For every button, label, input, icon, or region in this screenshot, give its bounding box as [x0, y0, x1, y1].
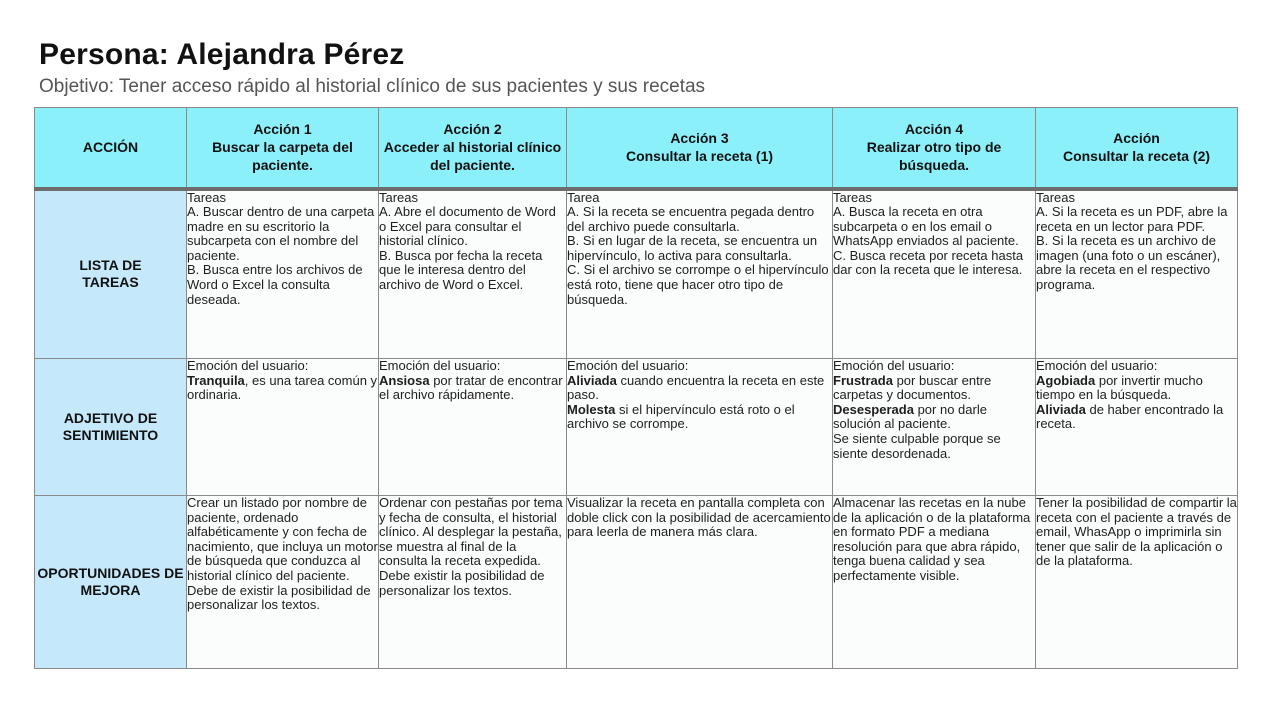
cell-heading: Tareas: [833, 189, 873, 205]
task-cell: [187, 189, 379, 359]
opportunity-cell: [567, 496, 833, 669]
opportunity-text: Almacenar las recetas en la nube de la aplicación o de la plataforma en formato PDF a mediana resolución para que abra rápido, tenga buena calidad y sea perfectamente visible.: [833, 495, 1031, 583]
task-item: B. Busca por fecha la receta que le interesa dentro del archivo de Word o Excel.: [379, 247, 543, 293]
column-header-title: Acceder al historial clínico del paciente.: [383, 139, 562, 174]
opportunity-text: Ordenar con pestañas por tema y fecha de consulta, el historial clínico. Al desplegar la pestaña, se muestra al final de la consulta la receta expedida. Debe existir la posibilidad de personalizar los textos.: [379, 495, 563, 598]
row-header-oportunidades-de-mejora: OPORTUNIDADES DE MEJORA: [35, 496, 187, 669]
cell-heading: Emoción del usuario:: [567, 358, 689, 373]
emotion-adjective: Molesta: [567, 401, 616, 417]
emotion-description: por tratar de encontrar el archivo rápidamente.: [379, 372, 563, 403]
emotion-item: [833, 374, 1035, 403]
emotion-adjective: Desesperada: [833, 401, 914, 417]
task-item: A. Si la receta es un PDF, abre la receta en un lector para PDF.: [1036, 204, 1228, 234]
journey-map-table: [34, 107, 1238, 669]
cell-heading: Tareas: [187, 189, 227, 205]
emotion-description: si el hipervínculo está roto o el archivo se corrompe.: [567, 401, 795, 432]
cell-heading: Tareas: [379, 189, 419, 205]
corner-header: ACCIÓN: [35, 108, 187, 189]
column-header-accion-3: [567, 108, 833, 189]
task-cell: [567, 189, 833, 359]
cell-heading: Emoción del usuario:: [833, 358, 955, 373]
emotion-cell: [833, 359, 1036, 496]
task-item: B. Busca entre los archivos de Word o Excel la consulta deseada.: [187, 262, 363, 307]
emotion-item: [567, 403, 832, 432]
column-header-title: Realizar otro tipo de búsqueda.: [866, 139, 1002, 174]
column-header-number: Acción 2: [443, 121, 502, 138]
task-item: B. Si en lugar de la receta, se encuentra un hipervínculo, lo activa para consultarla.: [567, 233, 818, 263]
persona-objective: Objetivo: Tener acceso rápido al historial clínico de sus pacientes y sus recetas: [39, 76, 706, 97]
emotion-description: por invertir mucho tiempo en la búsqueda.: [1036, 372, 1203, 403]
column-header-title: Consultar la receta (2): [1062, 148, 1211, 165]
cell-heading: Tareas: [1036, 189, 1076, 205]
emotion-cell: [187, 359, 379, 496]
task-item: A. Si la receta se encuentra pegada dentro del archivo puede consultarla.: [567, 204, 815, 234]
emotion-cell: [379, 359, 567, 496]
task-cell: [833, 189, 1036, 359]
cell-heading: Emoción del usuario:: [187, 358, 309, 373]
emotion-description: por no darle solución al paciente.: [833, 401, 987, 432]
emotion-adjective: Tranquila: [187, 372, 245, 388]
column-header-accion-2: [379, 108, 567, 189]
emotion-item: [187, 374, 378, 403]
column-header-accion-4: [833, 108, 1036, 189]
column-header-title: Consultar la receta (1): [625, 148, 774, 165]
column-header-number: Acción: [1113, 130, 1160, 147]
header-row: [35, 108, 1238, 189]
column-header-title: Buscar la carpeta del paciente.: [212, 139, 353, 174]
emotion-cell: [1036, 359, 1238, 496]
opportunity-cell: [1036, 496, 1238, 669]
opportunity-cell: [187, 496, 379, 669]
cell-heading: Emoción del usuario:: [379, 358, 501, 373]
task-cell: [379, 189, 567, 359]
emotion-adjective: Aliviada: [567, 372, 617, 388]
task-item: C. Busca receta por receta hasta dar con la receta que le interesa.: [833, 247, 1024, 278]
task-item: C. Si el archivo se corrompe o el hipervínculo está roto, tiene que hacer otro tipo de búsqueda.: [567, 262, 829, 307]
task-item: B. Si la receta es un archivo de imagen (una foto o un escáner), abre la receta en el respectivo programa.: [1036, 233, 1221, 293]
emotion-adjective: Ansiosa: [379, 372, 430, 388]
cell-heading: Emoción del usuario:: [1036, 358, 1158, 373]
row-oportunidades-de-mejora: [35, 496, 1238, 669]
column-header-number: Acción 3: [670, 130, 729, 147]
task-item: A. Abre el documento de Word o Excel para consultar el historial clínico.: [379, 204, 556, 249]
row-header-adjetivo-de-sentimiento: ADJETIVO DE SENTIMIENTO: [35, 359, 187, 496]
emotion-cell: [567, 359, 833, 496]
task-cell: [1036, 189, 1238, 359]
opportunity-cell: [379, 496, 567, 669]
opportunity-text: Visualizar la receta en pantalla completa con doble click con la posibilidad de acercamiento para leerla de manera más clara.: [567, 495, 831, 540]
opportunity-text: Crear un listado por nombre de paciente, ordenado alfabéticamente y con fecha de nacimiento, que incluya un motor de búsqueda que conduzca al historial clínico del paciente. Debe de existir la posibilidad de personalizar los textos.: [187, 495, 378, 613]
column-header-number: Acción 4: [904, 121, 964, 138]
emotion-description: por buscar entre carpetas y documentos.: [833, 372, 992, 403]
emotion-adjective: Aliviada: [1036, 401, 1086, 417]
row-lista-de-tareas: [35, 189, 1238, 359]
emotion-adjective: Frustrada: [833, 372, 893, 388]
emotion-description: , es una tarea común y ordinaria.: [187, 372, 378, 403]
emotion-item: [379, 374, 566, 403]
emotion-note: Se siente culpable porque se siente desordenada.: [833, 430, 1001, 461]
emotion-item: [1036, 374, 1237, 403]
persona-title: Persona: Alejandra Pérez: [39, 38, 405, 71]
task-item: A. Buscar dentro de una carpeta madre en su escritorio la subcarpeta con el nombre del paciente.: [187, 204, 375, 263]
column-header-accion-5: [1036, 108, 1238, 189]
emotion-adjective: Agobiada: [1036, 372, 1096, 388]
task-item: A. Busca la receta en otra subcarpeta o en los email o WhatsApp enviados al paciente.: [833, 204, 1019, 249]
emotion-item: [567, 374, 832, 403]
emotion-item: [1036, 403, 1237, 432]
emotion-item: [833, 403, 1035, 432]
opportunity-text: Tener la posibilidad de compartir la receta con el paciente a través de email, WhasApp o imprimirla sin tener que salir de la aplicación o de la plataforma.: [1036, 495, 1237, 569]
emotion-description: de haber encontrado la receta.: [1036, 401, 1224, 432]
cell-heading: Tarea: [567, 189, 600, 205]
opportunity-cell: [833, 496, 1036, 669]
column-header-number: Acción 1: [253, 121, 312, 138]
row-header-lista-de-tareas: LISTA DE TAREAS: [35, 189, 187, 359]
emotion-description: cuando encuentra la receta en este paso.: [567, 372, 825, 403]
column-header-accion-1: [187, 108, 379, 189]
row-adjetivo-de-sentimiento: [35, 359, 1238, 496]
